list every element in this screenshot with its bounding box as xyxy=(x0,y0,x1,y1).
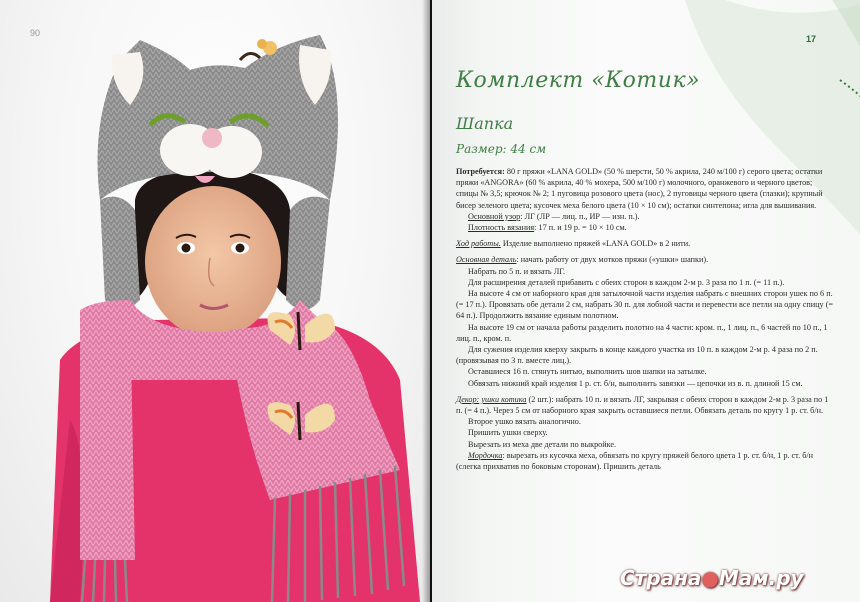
text-run: Для расширения деталей прибавить с обеих сторон в каждом 2-м р. 3 раза по 1 п. (= 11 п.). xyxy=(468,277,785,287)
paragraph xyxy=(456,254,834,265)
instructions-text xyxy=(456,166,834,472)
paragraph xyxy=(456,394,834,416)
paragraph xyxy=(456,288,834,322)
paragraph xyxy=(456,427,834,438)
text-run: На высоте 4 см от наборного края для затылочной части изделия набрать с внешних сторон ушек по 6 п. (= 17 п.). Провязать обе детали 2 см, набрать 30 п. для лобной части и перевести все петли на одну спицу (= 64 п.). Продолжить вязание единым полотном. xyxy=(456,289,834,321)
text-run: Основная деталь xyxy=(456,255,517,265)
text-run: : вырезать из кусочка меха, обвязать по кругу пряжей белого цвета 1 р. ст. б/н, 1 р. ст. б/н (слегка прихватив по боковым сторонам). Пришить деталь xyxy=(456,450,814,472)
text-run: Плотность вязания xyxy=(468,223,535,233)
paragraph xyxy=(456,166,834,211)
watermark-text-c: .ру xyxy=(768,566,804,590)
paragraph xyxy=(456,416,834,427)
text-run: 80 г пряжи «LANA GOLD» (50 % шерсти, 50 % акрила, 240 м/100 г) серого цвета; остатки пряжи «ANGORA» (60 % акрила, 40 % мохера, 500 м/100 г) молочного, оранжевого и черного цветов; спицы № 3,5; крючок № 2; 1 пуговица розового цвета (нос), 2 пуговицы черного цвета (глазки); крупный бисер зеленого цвета; кусочек меха белого цвета (10 × 10 см); остатки синтепона; игла для вышивания. xyxy=(456,167,823,210)
section-title: Шапка xyxy=(456,114,514,133)
text-run: : начать работу от двух мотков пряжи («ушки» шапки). xyxy=(516,255,709,265)
paragraph xyxy=(456,322,834,344)
paragraph xyxy=(456,439,834,450)
text-run: Второе ушко вязать аналогично. xyxy=(468,417,581,427)
text-run: Обвязать нижний край изделия 1 р. ст. б/н, выполнить завязки — цепочки из в. п. длиной 15 см. xyxy=(468,378,803,388)
text-run: Декор: xyxy=(456,394,480,404)
text-run: Оставшиеся 16 п. стянуть нитью, выполнить шов шапки на затылке. xyxy=(468,367,707,377)
text-run: Изделие выполнено пряжей «LANA GOLD» в 2 нити. xyxy=(500,239,691,249)
text-run: Для сужения изделия кверху закрыть в конце каждого участка из 10 п. в каждом 2-м р. 4 раза по 2 п. (провязывая по 3 п. вместе лиц.). xyxy=(456,345,818,366)
text-run: Набрать по 5 п. и вязать ЛГ. xyxy=(468,266,566,276)
text-run: : 17 п. и 19 р. = 10 × 10 см. xyxy=(534,223,627,233)
text-run: : ЛГ (ЛР — лиц. п., ИР — изн. п.). xyxy=(520,211,640,221)
text-run: Ход работы. xyxy=(456,239,501,249)
paragraph xyxy=(456,450,834,472)
paragraph xyxy=(456,378,834,389)
watermark-text-a: Страна xyxy=(620,566,702,590)
paragraph xyxy=(456,222,834,233)
pattern-title: Комплект «Котик» xyxy=(456,68,701,93)
paragraph xyxy=(456,277,834,288)
text-run: Мордочка xyxy=(468,450,503,460)
right-page xyxy=(432,0,860,602)
text-run: ушки котика xyxy=(481,394,527,404)
text-run: На высоте 19 см от начала работы разделить полотно на 4 части: кром. п., 1 лиц. п., 6 частей по 10 п., 1 лиц. п., кром. п. xyxy=(456,322,828,343)
paragraph xyxy=(456,266,834,277)
watermark-text-b: Мам xyxy=(718,566,769,590)
text-run: Основной узор xyxy=(468,211,521,221)
right-page-number: 17 xyxy=(805,34,816,44)
site-watermark xyxy=(620,566,804,590)
paragraph xyxy=(456,366,834,377)
paragraph xyxy=(456,344,834,366)
text-run: Пришить ушки сверху. xyxy=(468,428,548,438)
left-page-number: 90 xyxy=(30,28,41,38)
watermark-dot-icon: ● xyxy=(701,566,719,590)
text-run: Вырезать из меха две детали по выкройке. xyxy=(468,439,617,449)
paragraph xyxy=(456,238,834,249)
text-run: Потребуется: xyxy=(456,167,505,176)
size-label: Размер: 44 см xyxy=(456,142,547,156)
text-run: (2 шт.): набрать 10 п. и вязать ЛГ, закрывая с обеих сторон в каждом 2-м р. 3 раза по 1 п. (= 4 п.). Через 5 см от наборного края закрыть оставшиеся петли. Обвязать деталь по кругу 1 р. ст. б/н. xyxy=(456,394,829,416)
paragraph xyxy=(456,211,834,222)
